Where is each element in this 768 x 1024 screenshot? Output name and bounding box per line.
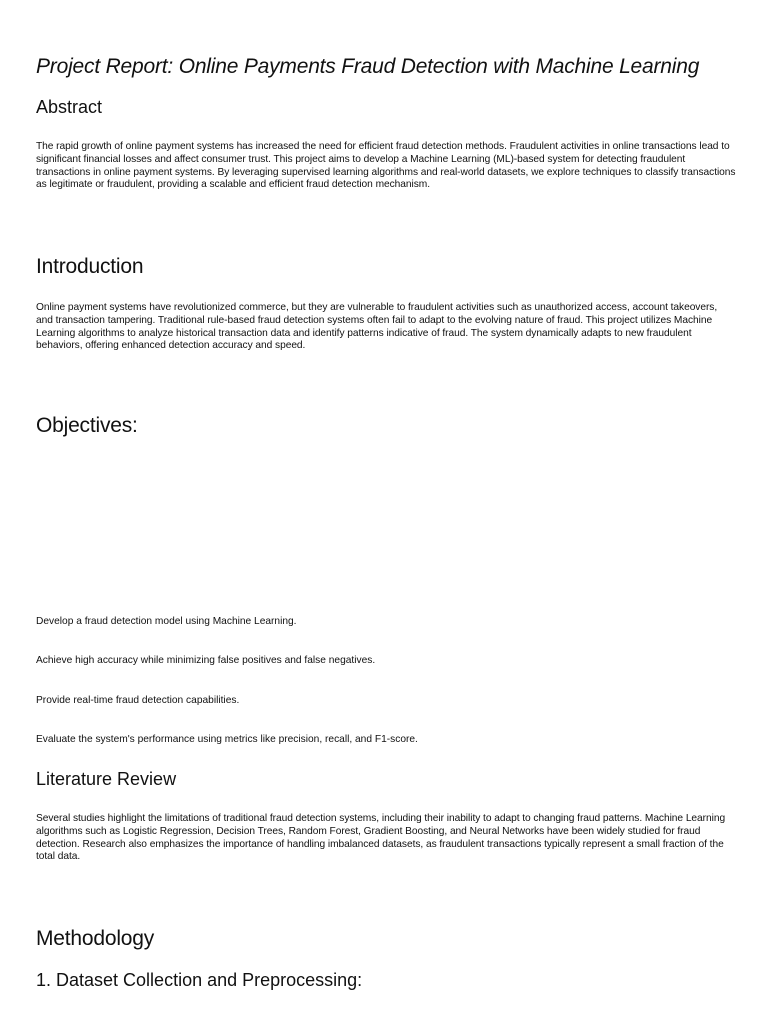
objective-item: Develop a fraud detection model using Machine Learning.: [36, 616, 297, 627]
objective-item: Achieve high accuracy while minimizing false positives and false negatives.: [36, 655, 376, 666]
literature-review-paragraph: Several studies highlight the limitations of traditional fraud detection systems, including their inability to adapt to changing fraud patterns. Machine Learning algorithms such as Logistic Regression, Decision Trees, Random Forest, Gradient Boosting, and Neural Networks have been widely studied for fraud detection. Research also emphasizes the importance of handling imbalanced datasets, as fraudulent transactions typically represent a small fraction of the total data.: [36, 813, 726, 863]
objective-item: Evaluate the system's performance using metrics like precision, recall, and F1-score.: [36, 734, 418, 745]
dataset-subheading: 1. Dataset Collection and Preprocessing:: [36, 970, 363, 990]
literature-review-heading: Literature Review: [36, 769, 177, 789]
page-title: Project Report: Online Payments Fraud Detection with Machine Learning: [36, 55, 700, 78]
abstract-heading: Abstract: [36, 97, 103, 117]
abstract-paragraph: The rapid growth of online payment systems has increased the need for efficient fraud detection methods. Fraudulent activities in online transactions lead to significant financial losses and affect consumer trust. This project aims to develop a Machine Learning (ML)-based system for detecting fraudulent transactions in online payment systems. By leveraging supervised learning algorithms and real-world datasets, we explore techniques to classify transactions as legitimate or fraudulent, providing a scalable and efficient fraud detection mechanism.: [36, 141, 736, 191]
introduction-paragraph: Online payment systems have revolutionized commerce, but they are vulnerable to fraudulent activities such as unauthorized access, account takeovers, and transaction tampering. Traditional rule-based fraud detection systems often fail to adapt to the evolving nature of fraud. This project utilizes Machine Learning algorithms to analyze historical transaction data and identify patterns indicative of fraud. The system dynamically adapts to new fraudulent behaviors, offering enhanced detection accuracy and speed.: [36, 302, 718, 352]
objectives-heading: Objectives:: [36, 414, 138, 437]
introduction-heading: Introduction: [36, 255, 144, 278]
methodology-heading: Methodology: [36, 927, 155, 950]
objective-item: Provide real-time fraud detection capabilities.: [36, 695, 240, 706]
